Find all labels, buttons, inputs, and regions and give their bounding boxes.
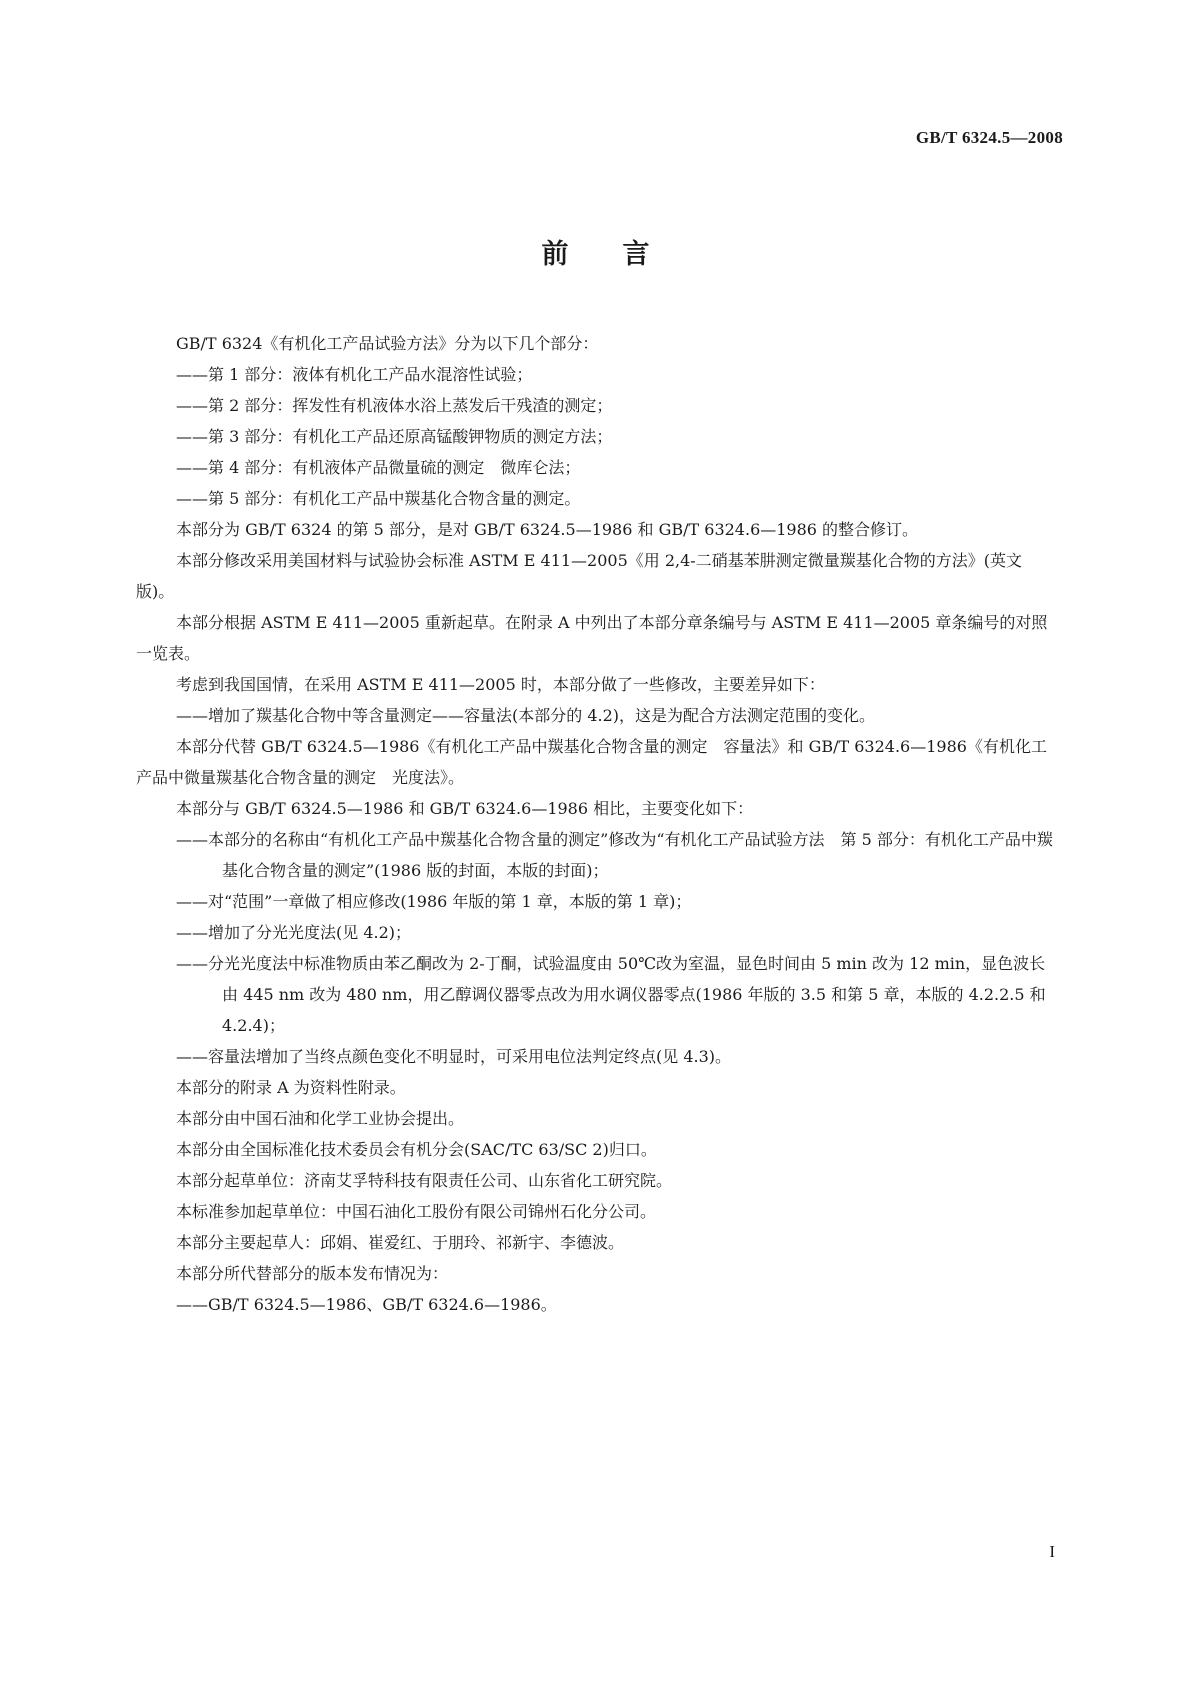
paragraph-differences: 考虑到我国国情，在采用 ASTM E 411—2005 时，本部分做了一些修改，主要差异如下： — [176, 675, 825, 694]
paragraph-adoption: 本部分修改采用美国材料与试验协会标准 ASTM E 411—2005《用 2,4-二硝基苯肼测定微量羰基化合物的方法》(英文版)。 — [136, 551, 1022, 601]
paragraph-changes: 本部分与 GB/T 6324.5—1986 和 GB/T 6324.6—1986 相比，主要变化如下： — [176, 799, 754, 818]
list-item-change-scope: ——对“范围”一章做了相应修改(1986 年版的第 1 章，本版的第 1 章)； — [176, 892, 692, 911]
foreword-body — [136, 328, 1056, 1320]
list-item-change-spectro: ——增加了分光光度法(见 4.2)； — [176, 923, 412, 942]
paragraph-drafting-basis: 本部分根据 ASTM E 411—2005 重新起草。在附录 A 中列出了本部分章条编号与 ASTM E 411—2005 章条编号的对照一览表。 — [136, 613, 1048, 663]
paragraph-drafters: 本部分主要起草人：邱娟、崔爱红、于朋玲、祁新宇、李德波。 — [176, 1233, 625, 1252]
list-item-difference: ——增加了羰基化合物中等含量测定——容量法(本部分的 4.2)，这是为配合方法测定范围的变化。 — [176, 706, 876, 725]
page-title: 前言 — [541, 239, 704, 270]
list-item-part5: ——第 5 部分：有机化工产品中羰基化合物含量的测定。 — [176, 489, 581, 508]
list-item-part2: ——第 2 部分：挥发性有机液体水浴上蒸发后干残渣的测定； — [176, 396, 613, 415]
paragraph-history: 本部分所代替部分的版本发布情况为： — [176, 1264, 449, 1283]
paragraph-replaces: 本部分代替 GB/T 6324.5—1986《有机化工产品中羰基化合物含量的测定 容量法》和 GB/T 6324.6—1986《有机化工产品中微量羰基化合物含量的测定 光度法》。 — [136, 737, 1047, 787]
list-item-history: ——GB/T 6324.5—1986、GB/T 6324.6—1986。 — [176, 1295, 557, 1314]
list-item-part4: ——第 4 部分：有机液体产品微量硫的测定 微库仑法； — [176, 458, 581, 477]
list-item-change-method: ——分光光度法中标准物质由苯乙酮改为 2-丁酮，试验温度由 50℃改为室温，显色时间由 5 min 改为 12 min，显色波长由 445 nm 改为 480 nm，用乙醇调仪器零点改为用水调仪器零点(1986 年版的 3.5 和第 5 章，本版的 4.2.2.5 和 4.2.4)； — [176, 954, 1046, 1035]
paragraph-drafting-units: 本部分起草单位：济南艾孚特科技有限责任公司、山东省化工研究院。 — [176, 1171, 673, 1190]
list-item-change-volumetric: ——容量法增加了当终点颜色变化不明显时，可采用电位法判定终点(见 4.3)。 — [176, 1047, 732, 1066]
paragraph-proposer: 本部分由中国石油和化学工业协会提出。 — [176, 1109, 465, 1128]
list-item-part3: ——第 3 部分：有机化工产品还原高锰酸钾物质的测定方法； — [176, 427, 613, 446]
paragraph-scope: 本部分为 GB/T 6324 的第 5 部分，是对 GB/T 6324.5—1986 和 GB/T 6324.6—1986 的整合修订。 — [176, 520, 919, 539]
paragraph-annex: 本部分的附录 A 为资料性附录。 — [176, 1078, 406, 1097]
page-number: I — [1049, 1542, 1055, 1561]
list-item-part1: ——第 1 部分：液体有机化工产品水混溶性试验； — [176, 365, 533, 384]
paragraph-participating-units: 本标准参加起草单位：中国石油化工股份有限公司锦州石化分公司。 — [176, 1202, 657, 1221]
paragraph-intro: GB/T 6324《有机化工产品试验方法》分为以下几个部分： — [176, 334, 599, 353]
paragraph-committee: 本部分由全国标准化技术委员会有机分会(SAC/TC 63/SC 2)归口。 — [176, 1140, 657, 1159]
list-item-change-name: ——本部分的名称由“有机化工产品中羰基化合物含量的测定”修改为“有机化工产品试验方法 第 5 部分：有机化工产品中羰基化合物含量的测定”(1986 版的封面，本版的封面)； — [176, 830, 1053, 880]
standard-number: GB/T 6324.5—2008 — [915, 128, 1063, 147]
